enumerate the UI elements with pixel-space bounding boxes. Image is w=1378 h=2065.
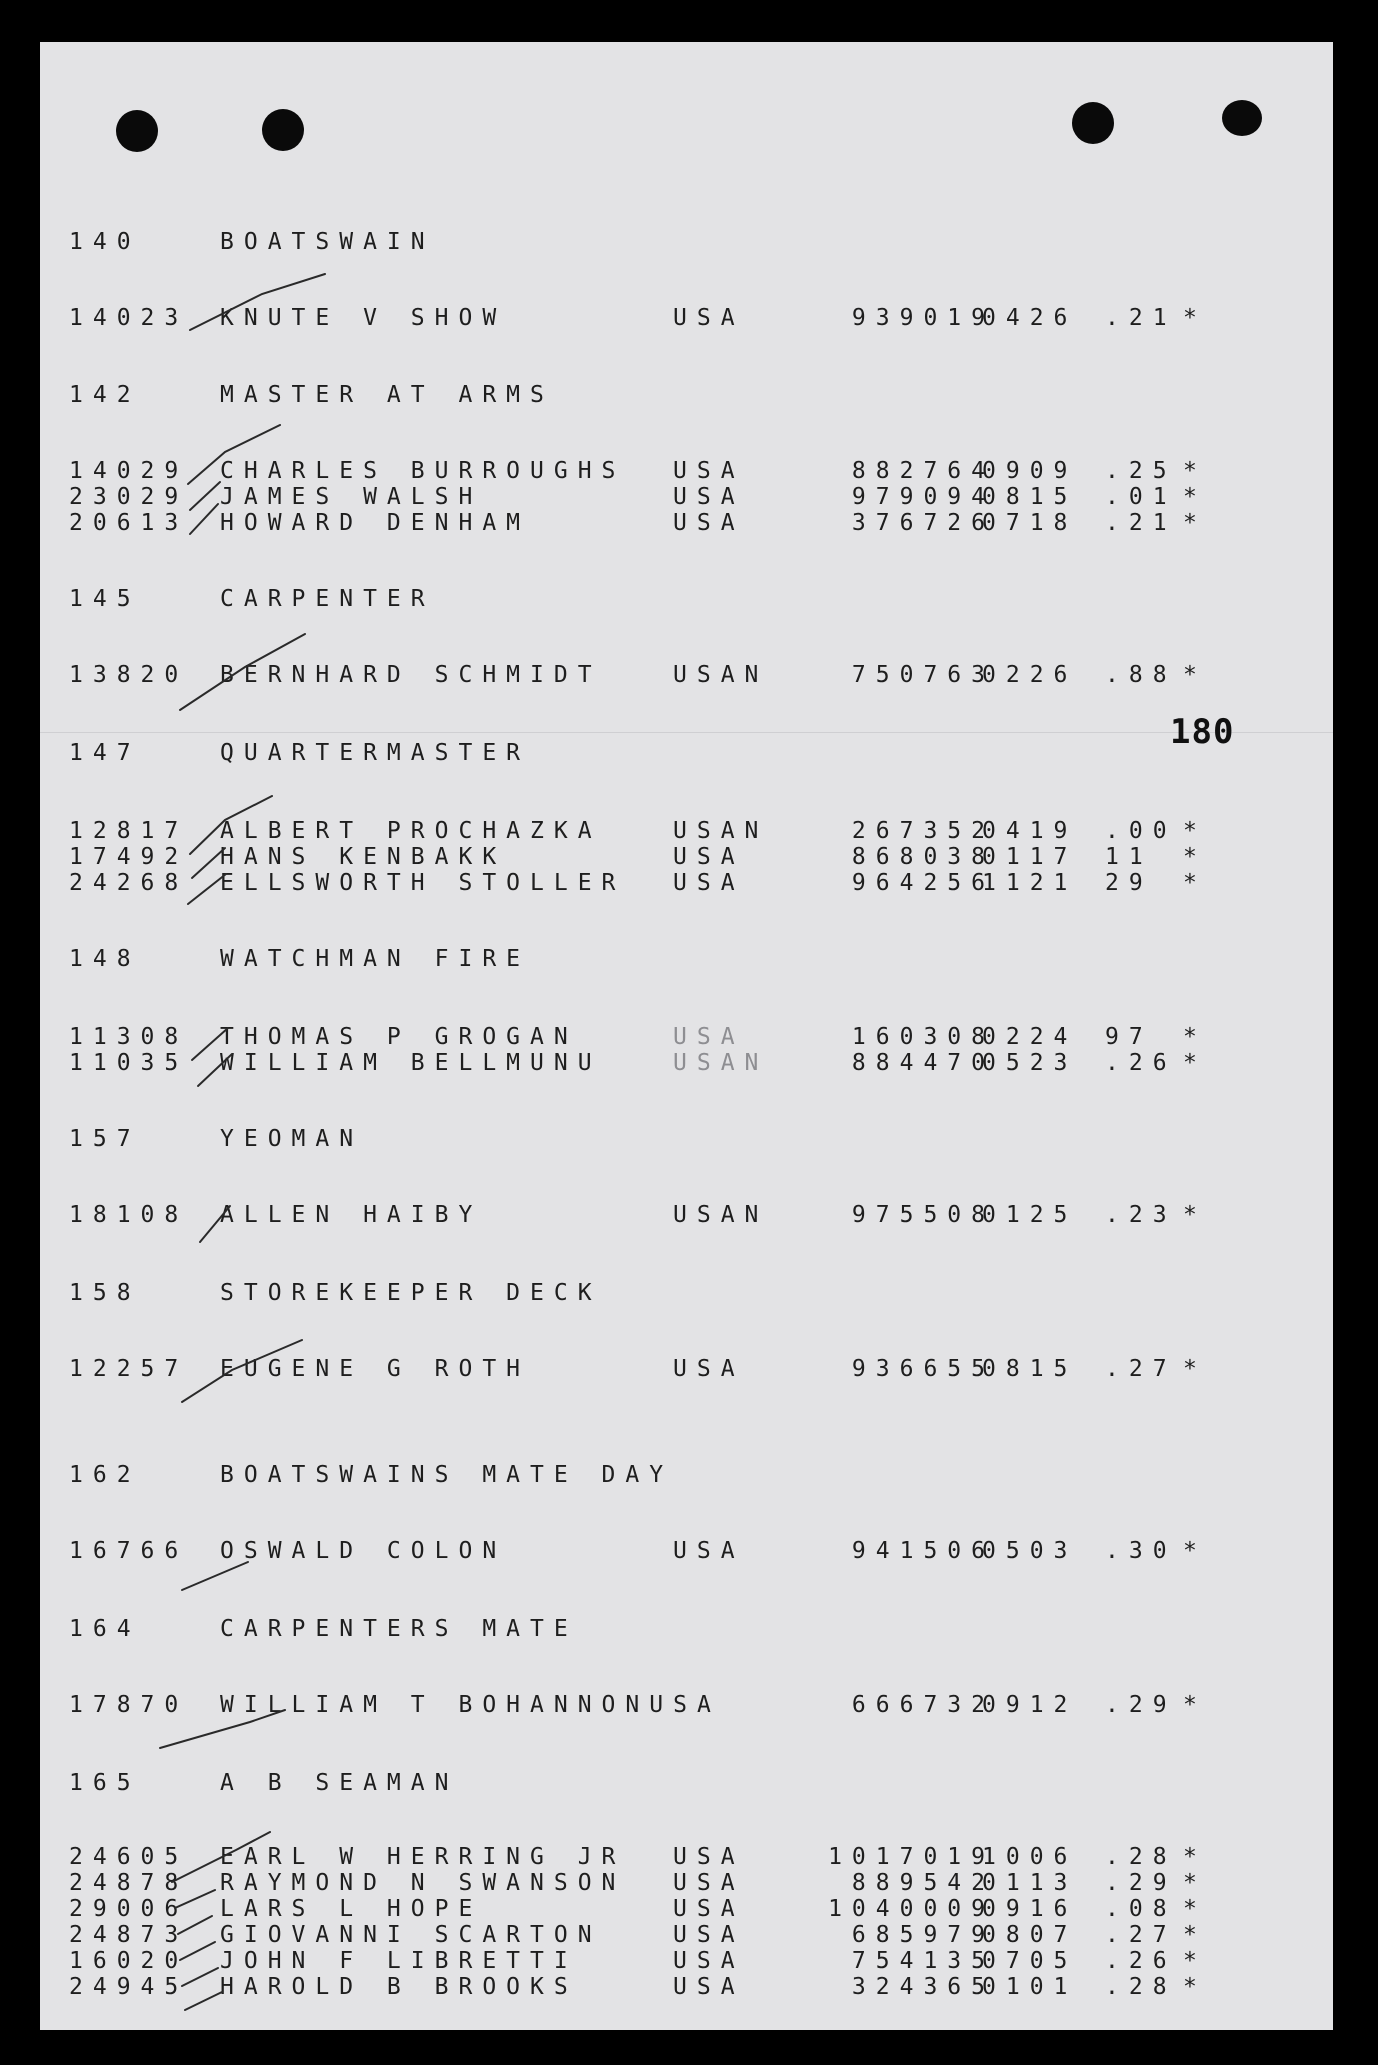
- entry-nationality: USA: [673, 1870, 745, 1896]
- entry-name: BERNHARD SCHMIDT: [220, 662, 602, 688]
- entry-mark: *: [1183, 1870, 1207, 1896]
- entry-code: 0523: [982, 1050, 1078, 1076]
- check-mark: [198, 1054, 232, 1086]
- section-title: BOATSWAIN: [220, 229, 435, 255]
- entry-code: 0419: [982, 818, 1078, 844]
- check-mark: [190, 504, 218, 534]
- entry-mark: *: [1183, 484, 1207, 510]
- entry-number: 889542: [851, 1870, 995, 1896]
- entry-number: 1040009: [828, 1896, 995, 1922]
- entry-code: 0815: [982, 484, 1078, 510]
- entry-mark: *: [1183, 1050, 1207, 1076]
- entry-mark: *: [1183, 458, 1207, 484]
- entry-rate: .21: [1105, 305, 1177, 331]
- entry-number: 936655: [851, 1356, 995, 1382]
- entry-name: LARS L HOPE: [220, 1896, 483, 1922]
- section-title: A B SEAMAN: [220, 1770, 459, 1796]
- entry-code: 0226: [982, 662, 1078, 688]
- entry-rate: .28: [1105, 1844, 1177, 1870]
- entry-rate: .00: [1105, 818, 1177, 844]
- entry-id: 16766: [69, 1538, 189, 1564]
- entry-code: 0916: [982, 1896, 1078, 1922]
- entry-name: HAROLD B BROOKS: [220, 1974, 578, 2000]
- entry-mark: *: [1183, 1974, 1207, 2000]
- entry-rate: 11: [1105, 844, 1153, 870]
- entry-code: 1006: [982, 1844, 1078, 1870]
- entry-nationality: USA: [673, 1844, 745, 1870]
- section-code: 148: [69, 946, 141, 972]
- section-title: QUARTERMASTER: [220, 740, 531, 766]
- entry-id: 12257: [69, 1356, 189, 1382]
- section-title: YEOMAN: [220, 1126, 364, 1152]
- entry-number: 754135: [851, 1948, 995, 1974]
- entry-id: 18108: [69, 1202, 189, 1228]
- section-title: CARPENTERS MATE: [220, 1616, 578, 1642]
- entry-mark: *: [1183, 510, 1207, 536]
- pencil-check-marks: [40, 42, 1333, 2030]
- entry-number: 941506: [851, 1538, 995, 1564]
- entry-id: 24605: [69, 1844, 189, 1870]
- entry-id: 13820: [69, 662, 189, 688]
- check-mark: [172, 1832, 270, 1882]
- section-title: WATCHMAN FIRE: [220, 946, 531, 972]
- entry-name: EARL W HERRING JR: [220, 1844, 626, 1870]
- entry-id: 24945: [69, 1974, 189, 2000]
- entry-mark: *: [1183, 1948, 1207, 1974]
- entry-rate: .27: [1105, 1356, 1177, 1382]
- entry-code: 0101: [982, 1974, 1078, 2000]
- entry-rate: .29: [1105, 1692, 1177, 1718]
- entry-rate: .29: [1105, 1870, 1177, 1896]
- entry-rate: .26: [1105, 1050, 1177, 1076]
- entry-nationality: USA: [673, 1896, 745, 1922]
- check-mark: [188, 874, 226, 904]
- entry-mark: *: [1183, 662, 1207, 688]
- entry-name: GIOVANNI SCARTON: [220, 1922, 602, 1948]
- document-page: [40, 42, 1333, 2030]
- entry-id: 17870: [69, 1692, 189, 1718]
- entry-code: 0705: [982, 1948, 1078, 1974]
- check-mark: [185, 1992, 222, 2010]
- entry-nationality: USA: [673, 484, 745, 510]
- entry-code: 0912: [982, 1692, 1078, 1718]
- section-code: 165: [69, 1770, 141, 1796]
- entry-name: RAYMOND N SWANSON: [220, 1870, 626, 1896]
- entry-number: 979094: [851, 484, 995, 510]
- section-code: 140: [69, 229, 141, 255]
- entry-nationality: USA: [673, 1974, 745, 2000]
- entry-id: 16020: [69, 1948, 189, 1974]
- entry-rate: .25: [1105, 458, 1177, 484]
- entry-rate: .26: [1105, 1948, 1177, 1974]
- entry-mark: *: [1183, 870, 1207, 896]
- entry-id: 11035: [69, 1050, 189, 1076]
- entry-number: 160308: [851, 1024, 995, 1050]
- entry-code: 0718: [982, 510, 1078, 536]
- entry-name: ALBERT PROCHAZKA: [220, 818, 602, 844]
- section-code: 145: [69, 586, 141, 612]
- check-mark: [182, 1340, 302, 1402]
- entry-nationality: USA: [673, 305, 745, 331]
- entry-nationality: USA: [673, 1922, 745, 1948]
- entry-code: 0503: [982, 1538, 1078, 1564]
- check-mark: [188, 425, 280, 484]
- check-mark: [182, 1968, 218, 1986]
- entry-mark: *: [1183, 1922, 1207, 1948]
- check-mark: [200, 1206, 230, 1242]
- section-code: 158: [69, 1280, 141, 1306]
- entry-nationality: USAN: [673, 1202, 769, 1228]
- entry-id: 29006: [69, 1896, 189, 1922]
- entry-nationality: USA: [673, 510, 745, 536]
- section-code: 157: [69, 1126, 141, 1152]
- entry-name: HOWARD DENHAM: [220, 510, 531, 536]
- entry-name: EUGENE G ROTH: [220, 1356, 531, 1382]
- entry-rate: .28: [1105, 1974, 1177, 2000]
- entry-code: 0909: [982, 458, 1078, 484]
- check-mark: [192, 848, 225, 878]
- entry-nationality: USA: [673, 844, 745, 870]
- entry-mark: *: [1183, 1356, 1207, 1382]
- check-mark: [182, 1562, 248, 1590]
- entry-name: KNUTE V SHOW: [220, 305, 507, 331]
- entry-rate: .21: [1105, 510, 1177, 536]
- entry-number: 324365: [851, 1974, 995, 2000]
- entry-id: 14029: [69, 458, 189, 484]
- entry-nationality: USA: [673, 870, 745, 896]
- entry-code: 0224: [982, 1024, 1078, 1050]
- entry-name: JOHN F LIBRETTI: [220, 1948, 578, 1974]
- entry-mark: *: [1183, 1896, 1207, 1922]
- entry-name: HANS KENBAKK: [220, 844, 507, 870]
- entry-mark: *: [1183, 1202, 1207, 1228]
- entry-number: 685979: [851, 1922, 995, 1948]
- entry-number: 964256: [851, 870, 995, 896]
- entry-code: 0125: [982, 1202, 1078, 1228]
- check-mark: [180, 1942, 215, 1960]
- entry-code: 0815: [982, 1356, 1078, 1382]
- entry-number: 750763: [851, 662, 995, 688]
- entry-mark: *: [1183, 1538, 1207, 1564]
- entry-name: WILLIAM T BOHANNONUSA: [220, 1692, 721, 1718]
- entry-code: 0113: [982, 1870, 1078, 1896]
- entry-name: THOMAS P GROGAN: [220, 1024, 578, 1050]
- entry-nationality: USAN: [673, 1050, 769, 1076]
- entry-nationality: USA: [673, 458, 745, 484]
- entry-rate: .88: [1105, 662, 1177, 688]
- entry-mark: *: [1183, 305, 1207, 331]
- entry-code: 1121: [982, 870, 1078, 896]
- entry-nationality: USA: [673, 1024, 745, 1050]
- check-mark: [190, 796, 272, 854]
- section-title: MASTER AT ARMS: [220, 382, 554, 408]
- check-mark: [180, 634, 305, 710]
- section-title: STOREKEEPER DECK: [220, 1280, 602, 1306]
- entry-id: 24873: [69, 1922, 189, 1948]
- entry-id: 24268: [69, 870, 189, 896]
- entry-code: 0807: [982, 1922, 1078, 1948]
- entry-id: 24878: [69, 1870, 189, 1896]
- entry-rate: .08: [1105, 1896, 1177, 1922]
- entry-mark: *: [1183, 1692, 1207, 1718]
- entry-number: 376726: [851, 510, 995, 536]
- entry-number: 1017019: [828, 1844, 995, 1870]
- entry-id: 12817: [69, 818, 189, 844]
- section-title: CARPENTER: [220, 586, 435, 612]
- entry-name: WILLIAM BELLMUNU: [220, 1050, 602, 1076]
- section-code: 142: [69, 382, 141, 408]
- entry-id: 17492: [69, 844, 189, 870]
- entry-rate: 29: [1105, 870, 1153, 896]
- section-code: 162: [69, 1462, 141, 1488]
- section-code: 147: [69, 740, 141, 766]
- check-mark: [178, 1916, 212, 1934]
- entry-nationality: USAN: [673, 818, 769, 844]
- entry-rate: 97: [1105, 1024, 1153, 1050]
- page-number: 180: [1170, 712, 1235, 752]
- entry-rate: .27: [1105, 1922, 1177, 1948]
- check-mark: [192, 1028, 228, 1060]
- entry-code: 0117: [982, 844, 1078, 870]
- entry-mark: *: [1183, 844, 1207, 870]
- check-mark: [175, 1890, 215, 1908]
- entry-mark: *: [1183, 818, 1207, 844]
- entry-number: 884470: [851, 1050, 995, 1076]
- entry-id: 11308: [69, 1024, 189, 1050]
- entry-nationality: USAN: [673, 662, 769, 688]
- entry-mark: *: [1183, 1024, 1207, 1050]
- entry-nationality: USA: [673, 1948, 745, 1974]
- entry-rate: .23: [1105, 1202, 1177, 1228]
- entry-name: JAMES WALSH: [220, 484, 483, 510]
- entry-name: OSWALD COLON: [220, 1538, 507, 1564]
- entry-name: ELLSWORTH STOLLER: [220, 870, 626, 896]
- entry-mark: *: [1183, 1844, 1207, 1870]
- entry-nationality: USA: [673, 1356, 745, 1382]
- entry-name: CHARLES BURROUGHS: [220, 458, 626, 484]
- entry-id: 20613: [69, 510, 189, 536]
- entry-name: ALLEN HAIBY: [220, 1202, 483, 1228]
- entry-id: 23029: [69, 484, 189, 510]
- check-mark: [190, 274, 325, 330]
- entry-number: 975508: [851, 1202, 995, 1228]
- entry-rate: .01: [1105, 484, 1177, 510]
- entry-number: 868038: [851, 844, 995, 870]
- entry-id: 14023: [69, 305, 189, 331]
- entry-number: 267352: [851, 818, 995, 844]
- check-mark: [160, 1710, 285, 1748]
- section-code: 164: [69, 1616, 141, 1642]
- entry-rate: .30: [1105, 1538, 1177, 1564]
- entry-number: 939019: [851, 305, 995, 331]
- entry-code: 0426: [982, 305, 1078, 331]
- entry-number: 882764: [851, 458, 995, 484]
- section-title: BOATSWAINS MATE DAY: [220, 1462, 674, 1488]
- entry-nationality: USA: [673, 1538, 745, 1564]
- entry-number: 666732: [851, 1692, 995, 1718]
